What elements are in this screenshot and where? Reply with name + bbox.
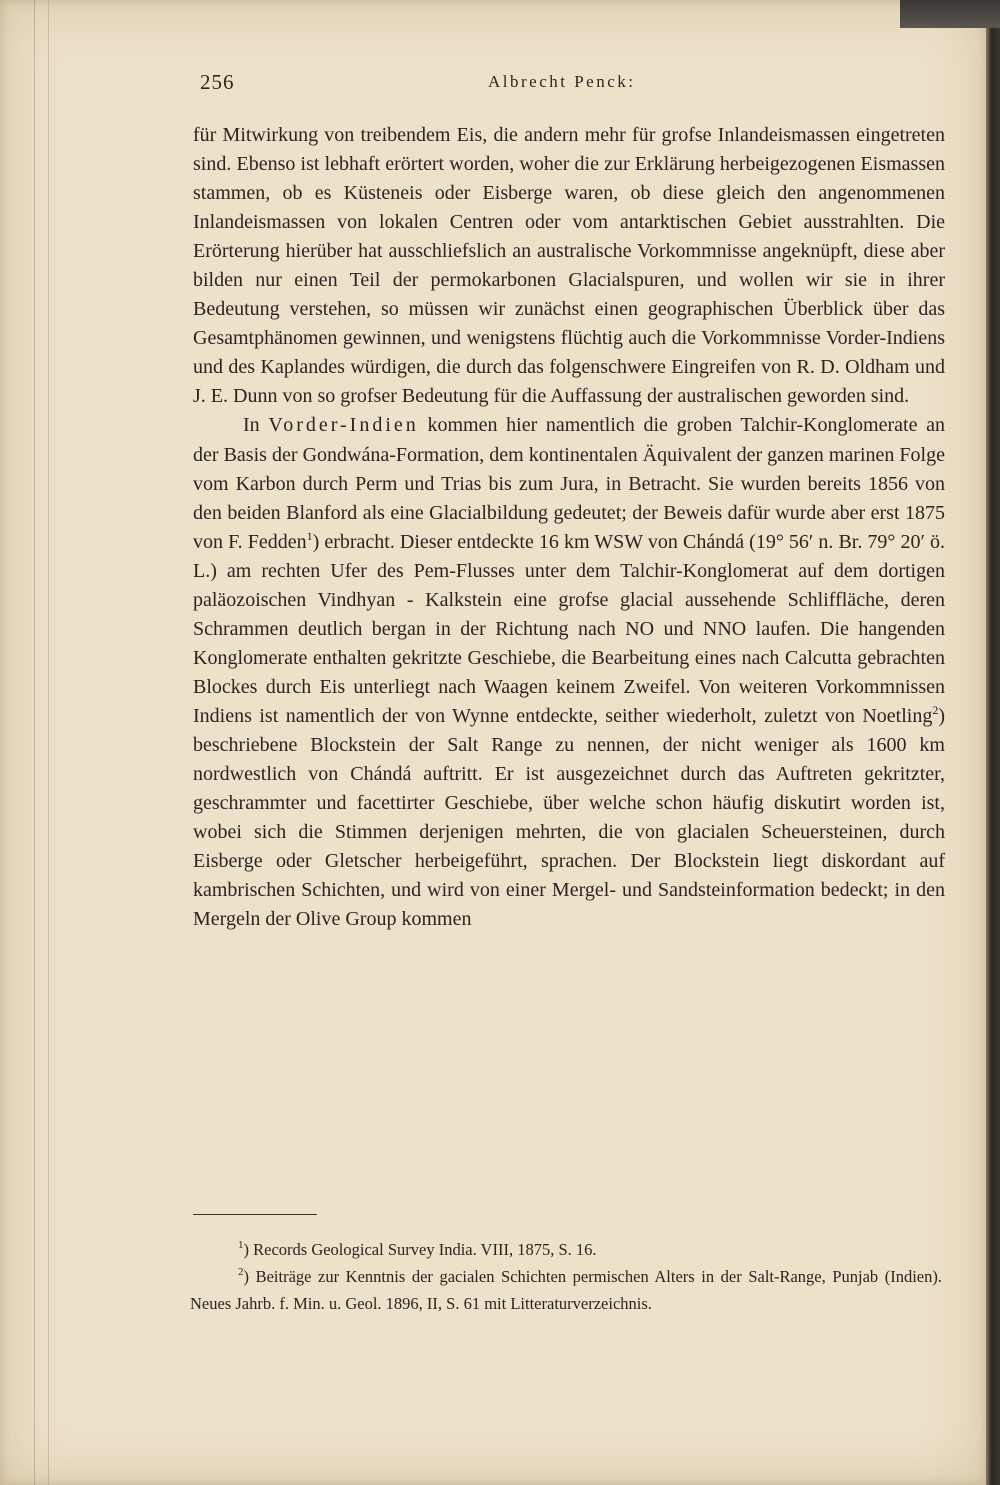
footnote-mark: 1	[238, 1239, 244, 1251]
paragraph: In Vorder-Indien kommen hier namentlich die groben Talchir-Konglomerate an der Basis der Gondwána-Formation, dem kontinentalen Äquivalent der ganzen marinen Folge vom Karbon durch Perm und Trias bis zum Jura, in Betracht. Sie wurden bereits 1856 von den beiden Blanford als eine Glacialbildung gedeutet; der Beweis dafür wurde aber erst 1875 von F. Fedden$^1$) erbracht. Dieser entdeckte 16 km WSW von Chándá (19° 56′ n. Br. 79° 20′ ö. L.) am rechten Ufer des Pem-Flusses unter dem Talchir-Konglomerat auf dem dortigen paläozoischen Vindhyan - Kalkstein eine grofse glacial aussehende Schliffläche, deren Schrammen deutlich bergan in der Richtung nach NO und NNO laufen. Die hangenden Konglomerate enthalten gekritzte Geschiebe, die Bearbeitung eines nach Calcutta gebrachten Blockes durch Eis unterliegt nach Waagen keinem Zweifel. Von weiteren Vorkommnissen Indiens ist namentlich der von Wynne entdeckte, seither wiederholt, zuletzt von Noetling$^2$) beschriebene Blockstein der Salt Range zu nennen, der nicht weniger als 1600 km nordwestlich von Chándá auftritt. Er ist ausgezeichnet durch das Auftreten gekritzter, geschrammter und facettirter Geschiebe, über welche schon häufig diskutirt worden ist, wobei sich die Stimmen derjenigen mehrten, die von glacialen Scheuersteinen, durch Eisberge oder Gletscher herbeigeführt, sprachen. Der Blockstein liegt diskordant auf kambrischen Schichten, und wird von einer Mergel- und Sandsteinformation bedeckt; in den Mergeln der Olive Group kommen	[193, 414, 945, 931]
page-number: 256	[200, 70, 235, 94]
running-title: Albrecht Penck:	[488, 72, 636, 91]
scan-corner	[900, 0, 1000, 28]
body-text	[193, 121, 945, 934]
emphasized-term: Vorder-Indien	[268, 414, 419, 437]
footnote-mark: 2	[238, 1266, 244, 1278]
running-head	[200, 70, 940, 100]
page-edge	[986, 0, 1000, 1485]
gutter-line	[48, 0, 49, 1485]
paragraph-text: kommen hier namentlich die groben Talchir-Konglomerate an der Basis der Gondwána-Formation, dem kontinentalen Äquivalent der ganzen marinen Folge vom Karbon durch Perm und Trias bis zum Jura, in Betracht. Sie wurden bereits 1856 von den beiden Blanford als eine Glacialbildung gedeutet; der Beweis dafür wurde aber erst 1875 von F. Fedden	[193, 414, 945, 553]
paragraph-text: beschriebene Blockstein der Salt Range zu nennen, der nicht weniger als 1600 km nordwestlich von Chándá auftritt. Er ist ausgezeichnet durch das Auftreten gekritzter, geschrammter und facettirter Geschiebe, über welche schon häufig diskutirt worden ist, wobei sich die Stimmen derjenigen mehrten, die von glacialen Scheuersteinen, durch Eisberge oder Gletscher herbeigeführt, sprachen. Der Blockstein liegt diskordant auf kambrischen Schichten, und wird von einer Mergel- und Sandsteinformation bedeckt; in den Mergeln der Olive Group kommen	[193, 733, 945, 931]
gutter-line	[34, 0, 35, 1485]
footnote-reference: 1	[306, 528, 313, 543]
footnote-reference: 2	[932, 702, 939, 717]
footnote-text: Beiträge zur Kenntnis der gacialen Schichten permischen Alters in der Salt-Range, Punjab (Indien). Neues Jahrb. f. Min. u. Geol. 1896, II, S. 61 mit Litteraturverzeichnis.	[190, 1267, 943, 1313]
footnote-text: Records Geological Survey India. VIII, 1875, S. 16.	[253, 1240, 597, 1259]
footnote: $^2$) Beiträge zur Kenntnis der gacialen Schichten permischen Alters in der Salt-Range, Punjab (Indien). Neues Jahrb. f. Min. u. Geol. 1896, II, S. 61 mit Litteraturverzeichnis.	[190, 1266, 943, 1313]
footnote-rule	[193, 1214, 317, 1215]
paragraph: für Mitwirkung von treibendem Eis, die andern mehr für grofse Inlandeismassen eingetreten sind. Ebenso ist lebhaft erörtert worden, woher die zur Erklärung herbeigezogenen Eismassen stammen, ob es Küsteneis oder Eisberge waren, ob diese gleich den angenommenen Inlandeismassen von lokalen Centren oder vom antarktischen Gebiet ausstrahlten. Die Erörterung hierüber hat ausschliefslich an australische Vorkommnisse angeknüpft, diese aber bilden nur einen Teil der permokarbonen Glacialspuren, und wollen wir sie in ihrer Bedeutung verstehen, so müssen wir zunächst einen geographischen Überblick über das Gesamtphänomen gewinnen, und wenigstens flüchtig auch die Vorkommnisse Vorder-Indiens und des Kaplandes würdigen, die durch das folgenschwere Eingreifen von R. D. Oldham und J. E. Dunn von so grofser Bedeutung für die Auffassung der australischen geworden sind.	[193, 124, 945, 408]
paragraph-lead: In	[243, 414, 260, 437]
paragraph-text: erbracht. Dieser entdeckte 16 km WSW von Chándá (19° 56′ n. Br. 79° 20′ ö. L.) am rechten Ufer des Pem-Flusses unter dem Talchir-Konglomerat auf dem dortigen paläozoischen Vindhyan - Kalkstein eine grofse glacial aussehende Schliffläche, deren Schrammen deutlich bergan in der Richtung nach NO und NNO laufen. Die hangenden Konglomerate enthalten gekritzte Geschiebe, die Bearbeitung eines nach Calcutta gebrachten Blockes durch Eis unterliegt nach Waagen keinem Zweifel. Von weiteren Vorkommnissen Indiens ist namentlich der von Wynne entdeckte, seither wiederholt, zuletzt von Noetling	[193, 530, 945, 727]
footnote: $^1$) Records Geological Survey India. VIII, 1875, S. 16.	[238, 1239, 597, 1259]
footnotes	[190, 1236, 942, 1317]
